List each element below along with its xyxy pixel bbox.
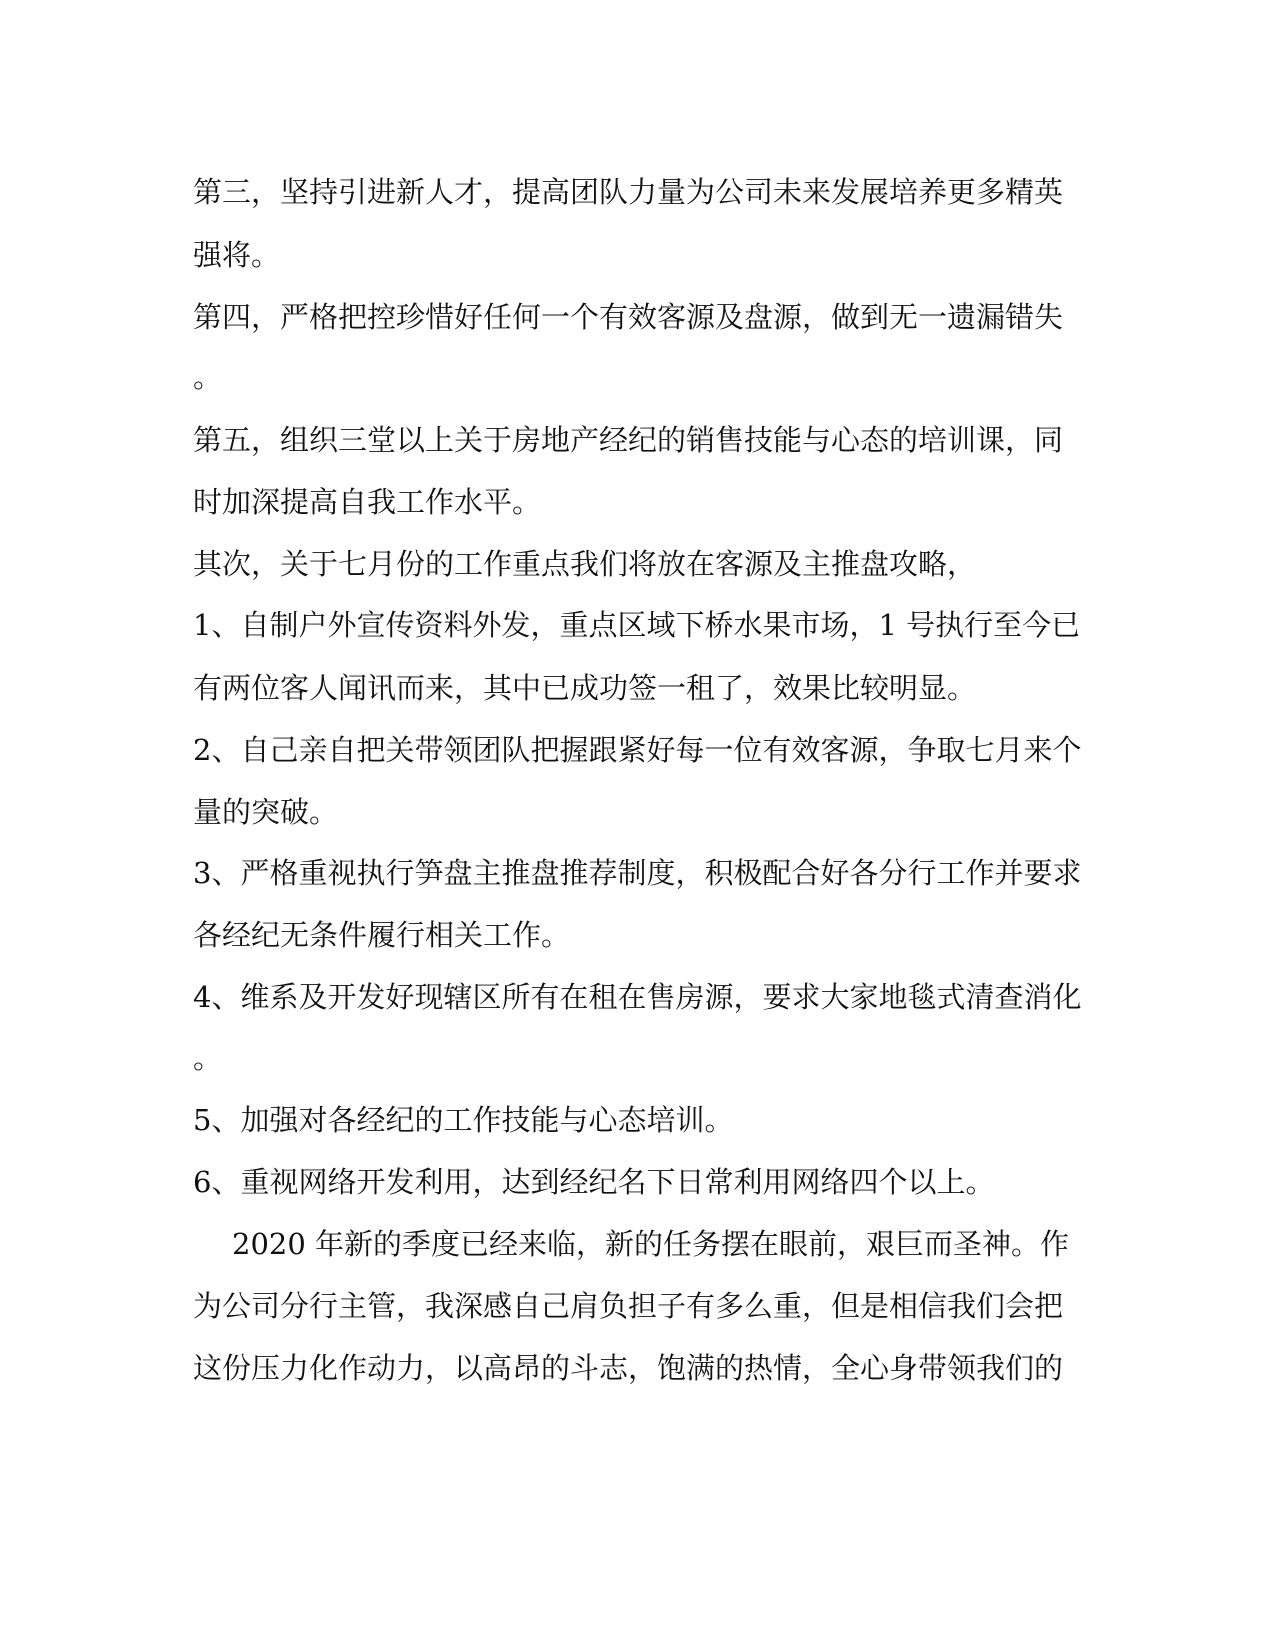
- text-line-20: 这份压力化作动力，以高昂的斗志，饱满的热情，全心身带领我们的: [193, 1351, 1064, 1385]
- text-line-19: 为公司分行主管，我深感自己肩负担子有多么重，但是相信我们会把: [193, 1289, 1064, 1323]
- text-line-6: 时加深提高自我工作水平。: [193, 485, 542, 519]
- text-line-5: 第五，组织三堂以上关于房地产经纪的销售技能与心态的培训课，同: [193, 423, 1064, 457]
- text-line-7: 其次，关于七月份的工作重点我们将放在客源及主推盘攻略，: [193, 547, 977, 581]
- text-line-2: 强将。: [193, 238, 281, 272]
- text-line-3: 第四，严格把控珍惜好任何一个有效客源及盘源，做到无一遗漏错失: [193, 300, 1064, 334]
- text-line-10: 2、自己亲自把关带领团队把握跟紧好每一位有效客源，争取七月来个: [193, 733, 1082, 767]
- text-line-17: 6、重视网络开发利用，达到经纪名下日常利用网络四个以上。: [193, 1165, 995, 1199]
- text-line-9: 有两位客人闻讯而来，其中已成功签一租了，效果比较明显。: [193, 671, 977, 705]
- text-line-15: 。: [193, 1041, 223, 1075]
- text-line-13: 各经纪无条件履行相关工作。: [193, 918, 571, 952]
- text-line-1: 第三，坚持引进新人才，提高团队力量为公司未来发展培养更多精英: [193, 175, 1064, 209]
- text-line-11: 量的突破。: [193, 795, 339, 829]
- text-line-16: 5、加强对各经纪的工作技能与心态培训。: [193, 1103, 734, 1137]
- text-line-18: 2020 年新的季度已经来临，新的任务摆在眼前，艰巨而圣神。作: [232, 1227, 1070, 1261]
- text-line-14: 4、维系及开发好现辖区所有在租在售房源，要求大家地毯式清查消化: [193, 980, 1082, 1014]
- text-line-12: 3、严格重视执行笋盘主推盘推荐制度，积极配合好各分行工作并要求: [193, 856, 1082, 890]
- text-line-4: 。: [193, 360, 223, 394]
- text-line-8: 1、自制户外宣传资料外发，重点区域下桥水果市场，1 号执行至今已: [193, 608, 1081, 642]
